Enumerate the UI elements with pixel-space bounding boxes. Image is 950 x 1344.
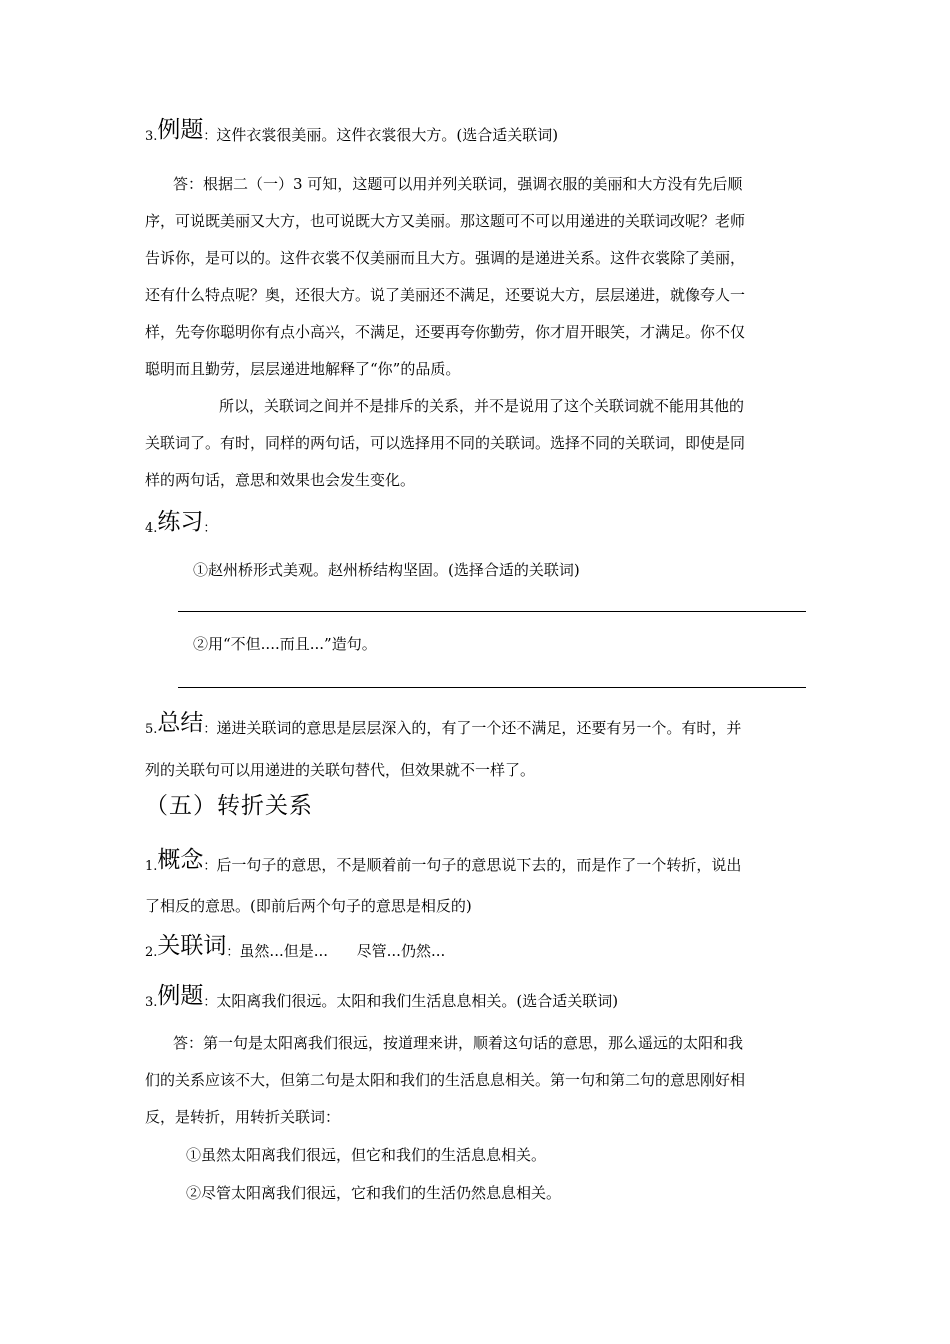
practice-question-1: ①赵州桥形式美观。赵州桥结构坚固。(选择合适的关联词) xyxy=(193,561,580,579)
example-heading xyxy=(145,117,559,147)
item-label: 总结 xyxy=(157,710,204,736)
item-label: 关联词 xyxy=(157,933,227,959)
text-line: 答：根据二（一）3 可知，这题可以用并列关联词，强调衣服的美丽和大方没有先后顺 xyxy=(173,175,743,193)
concept-line-2: 了相反的意思。(即前后两个句子的意思是相反的) xyxy=(145,897,472,915)
section-title: （五）转折关系 xyxy=(145,793,313,819)
summary-heading xyxy=(145,710,742,740)
item-text: 这件衣裳很美丽。这件衣裳很大方。(选合适关联词) xyxy=(216,126,559,144)
text-line: 样，先夸你聪明你有点小高兴，不满足，还要再夸你勤劳，你才眉开眼笑，才满足。你不仅 xyxy=(145,323,746,341)
colon: ： xyxy=(203,521,217,536)
practice-question-2: ②用“不但....而且...”造句。 xyxy=(193,635,377,653)
example-heading-2 xyxy=(145,983,619,1013)
concept-heading xyxy=(145,847,742,877)
item-text: 虽然...但是... 尽管...仍然... xyxy=(239,942,446,960)
item-text: 后一句子的意思，不是顺着前一句子的意思说下去的，而是作了一个转折，说出 xyxy=(216,856,742,874)
item-label: 例题 xyxy=(157,983,204,1009)
answer-blank-line-1 xyxy=(178,611,806,612)
answer-paragraph xyxy=(145,166,809,388)
item-number: 5. xyxy=(145,722,158,737)
item-number: 3. xyxy=(145,129,158,144)
colon: ： xyxy=(203,995,217,1010)
text-line: 关联词了。有时，同样的两句话，可以选择用不同的关联词。选择不同的关联词，即使是同 xyxy=(145,434,746,452)
item-label: 例题 xyxy=(157,117,204,143)
item-text: 递进关联词的意思是层层深入的，有了一个还不满足，还要有另一个。有时，并 xyxy=(216,719,742,737)
example-answer-1: ①虽然太阳离我们很远，但它和我们的生活息息相关。 xyxy=(186,1146,547,1164)
item-number: 1. xyxy=(145,859,158,874)
item-number: 3. xyxy=(145,995,158,1010)
text-line: 还有什么特点呢？奥，还很大方。说了美丽还不满足，还要说大方，层层递进，就像夸人一 xyxy=(145,286,746,304)
text-line: 告诉你，是可以的。这件衣裳不仅美丽而且大方。强调的是递进关系。这件衣裳除了美丽， xyxy=(145,249,746,267)
answer-paragraph-2 xyxy=(145,1025,809,1136)
colon: ： xyxy=(203,129,217,144)
item-number: 2. xyxy=(145,945,158,960)
text-line: 序，可说既美丽又大方，也可说既大方又美丽。那这题可不可以用递进的关联词改呢？老师 xyxy=(145,212,746,230)
item-label: 概念 xyxy=(157,847,204,873)
item-label: 练习 xyxy=(157,509,204,535)
item-number: 4. xyxy=(145,521,158,536)
answer-blank-line-2 xyxy=(178,687,806,688)
colon: ： xyxy=(203,722,217,737)
colon: ： xyxy=(226,945,240,960)
summary-line-2: 列的关联句可以用递进的关联句替代，但效果就不一样了。 xyxy=(145,761,536,779)
practice-heading xyxy=(145,509,217,539)
text-line: 答：第一句是太阳离我们很远，按道理来讲，顺着这句话的意思，那么遥远的太阳和我 xyxy=(173,1034,744,1052)
summary-paragraph xyxy=(145,388,809,499)
example-answer-2: ②尽管太阳离我们很远，它和我们的生活仍然息息相关。 xyxy=(186,1184,562,1202)
item-text: 太阳离我们很远。太阳和我们生活息息相关。(选合适关联词) xyxy=(216,992,619,1010)
text-line: 所以，关联词之间并不是排斥的关系，并不是说用了这个关联词就不能用其他的 xyxy=(219,397,745,415)
text-line: 反，是转折，用转折关联词： xyxy=(145,1108,341,1126)
text-line: 聪明而且勤劳，层层递进地解释了“你”的品质。 xyxy=(145,360,461,378)
conjunction-heading xyxy=(145,933,446,963)
text-line: 样的两句话，意思和效果也会发生变化。 xyxy=(145,471,416,489)
colon: ： xyxy=(203,859,217,874)
text-line: 们的关系应该不大，但第二句是太阳和我们的生活息息相关。第一句和第二句的意思刚好相 xyxy=(145,1071,746,1089)
